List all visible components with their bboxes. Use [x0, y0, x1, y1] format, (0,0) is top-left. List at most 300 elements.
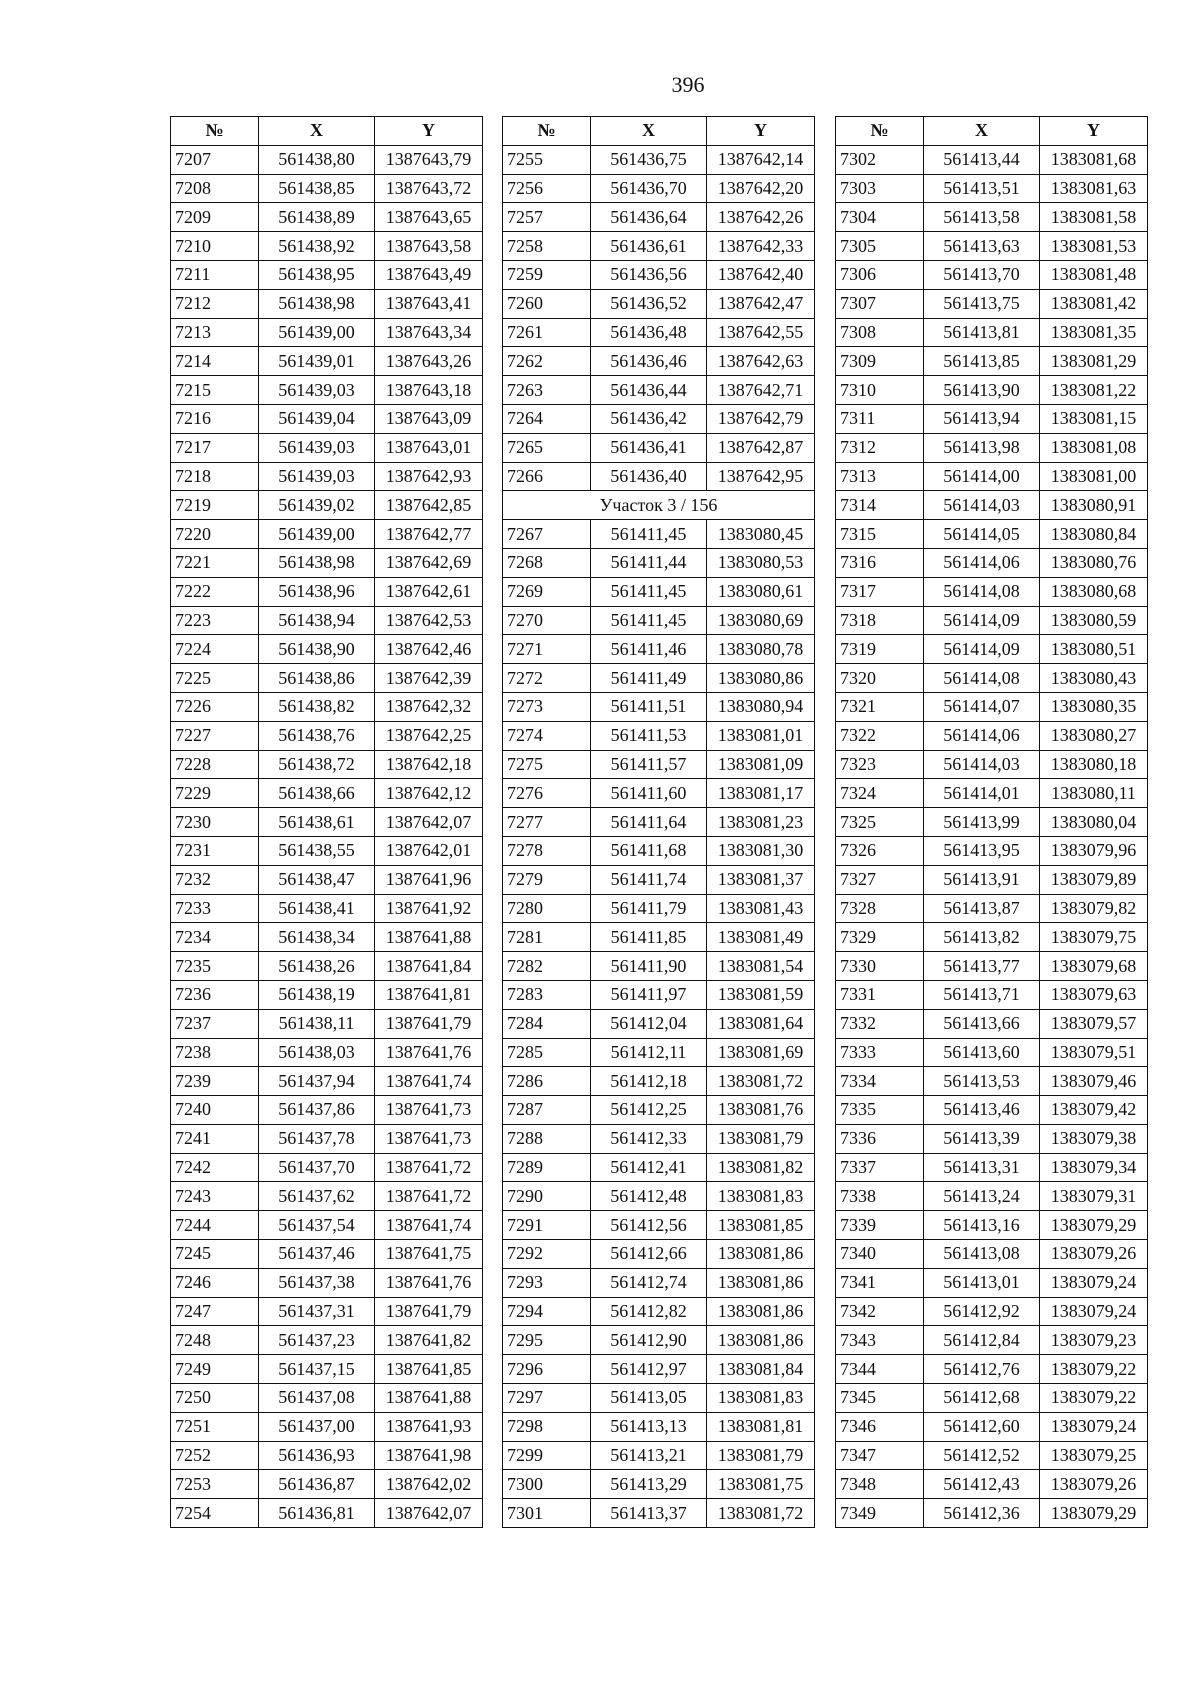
y-coordinate-cell: 1383081,53 — [1040, 232, 1148, 261]
y-coordinate-cell: 1387642,39 — [375, 664, 483, 693]
y-coordinate-cell: 1383081,72 — [707, 1499, 815, 1528]
point-number-cell: 7264 — [503, 404, 591, 433]
x-coordinate-cell: 561413,95 — [924, 836, 1040, 865]
x-coordinate-cell: 561414,08 — [924, 577, 1040, 606]
table-row — [836, 1412, 1148, 1441]
y-coordinate-cell: 1383081,37 — [707, 865, 815, 894]
x-coordinate-cell: 561412,56 — [591, 1211, 707, 1240]
y-coordinate-cell: 1383079,68 — [1040, 952, 1148, 981]
x-coordinate-cell: 561413,87 — [924, 894, 1040, 923]
table-row — [171, 1355, 483, 1384]
y-coordinate-cell: 1383081,83 — [707, 1182, 815, 1211]
point-number-cell: 7285 — [503, 1038, 591, 1067]
x-coordinate-cell: 561438,47 — [259, 865, 375, 894]
y-coordinate-cell: 1387641,84 — [375, 952, 483, 981]
point-number-cell: 7327 — [836, 865, 924, 894]
table-row — [836, 923, 1148, 952]
point-number-cell: 7280 — [503, 894, 591, 923]
x-coordinate-cell: 561413,99 — [924, 808, 1040, 837]
table-row — [836, 260, 1148, 289]
point-number-cell: 7245 — [171, 1240, 259, 1269]
point-number-cell: 7269 — [503, 577, 591, 606]
y-coordinate-cell: 1387643,09 — [375, 404, 483, 433]
x-coordinate-cell: 561413,85 — [924, 347, 1040, 376]
x-coordinate-cell: 561438,90 — [259, 635, 375, 664]
x-coordinate-cell: 561437,15 — [259, 1355, 375, 1384]
x-coordinate-cell: 561413,08 — [924, 1240, 1040, 1269]
y-coordinate-cell: 1387643,18 — [375, 376, 483, 405]
table-row — [503, 520, 815, 549]
y-coordinate-cell: 1383079,22 — [1040, 1384, 1148, 1413]
table-row — [503, 145, 815, 174]
table-row — [171, 520, 483, 549]
point-number-cell: 7262 — [503, 347, 591, 376]
x-coordinate-cell: 561436,56 — [591, 260, 707, 289]
table-row — [836, 692, 1148, 721]
point-number-cell: 7214 — [171, 347, 259, 376]
x-coordinate-cell: 561437,70 — [259, 1153, 375, 1182]
y-coordinate-cell: 1383079,51 — [1040, 1038, 1148, 1067]
x-coordinate-cell: 561438,89 — [259, 203, 375, 232]
y-coordinate-cell: 1383080,69 — [707, 606, 815, 635]
section-row — [503, 491, 815, 520]
point-number-cell: 7239 — [171, 1067, 259, 1096]
x-coordinate-cell: 561413,63 — [924, 232, 1040, 261]
y-coordinate-cell: 1387641,79 — [375, 1297, 483, 1326]
point-number-cell: 7254 — [171, 1499, 259, 1528]
column-header-y: Y — [707, 117, 815, 146]
table-row — [171, 491, 483, 520]
point-number-cell: 7297 — [503, 1384, 591, 1413]
y-coordinate-cell: 1387641,98 — [375, 1441, 483, 1470]
table-header-row — [836, 117, 1148, 146]
table-row — [171, 1096, 483, 1125]
x-coordinate-cell: 561413,39 — [924, 1124, 1040, 1153]
x-coordinate-cell: 561411,68 — [591, 836, 707, 865]
x-coordinate-cell: 561412,33 — [591, 1124, 707, 1153]
y-coordinate-cell: 1383081,01 — [707, 721, 815, 750]
x-coordinate-cell: 561414,00 — [924, 462, 1040, 491]
x-coordinate-cell: 561413,81 — [924, 318, 1040, 347]
point-number-cell: 7326 — [836, 836, 924, 865]
x-coordinate-cell: 561413,77 — [924, 952, 1040, 981]
point-number-cell: 7296 — [503, 1355, 591, 1384]
y-coordinate-cell: 1387642,69 — [375, 548, 483, 577]
point-number-cell: 7243 — [171, 1182, 259, 1211]
table-row — [503, 1384, 815, 1413]
point-number-cell: 7330 — [836, 952, 924, 981]
point-number-cell: 7337 — [836, 1153, 924, 1182]
x-coordinate-cell: 561437,31 — [259, 1297, 375, 1326]
y-coordinate-cell: 1387642,63 — [707, 347, 815, 376]
point-number-cell: 7281 — [503, 923, 591, 952]
point-number-cell: 7225 — [171, 664, 259, 693]
point-number-cell: 7339 — [836, 1211, 924, 1240]
y-coordinate-cell: 1383080,51 — [1040, 635, 1148, 664]
x-coordinate-cell: 561438,98 — [259, 289, 375, 318]
y-coordinate-cell: 1383081,35 — [1040, 318, 1148, 347]
x-coordinate-cell: 561439,00 — [259, 318, 375, 347]
table-row — [503, 692, 815, 721]
point-number-cell: 7234 — [171, 923, 259, 952]
y-coordinate-cell: 1387642,01 — [375, 836, 483, 865]
x-coordinate-cell: 561438,76 — [259, 721, 375, 750]
table-row — [836, 1384, 1148, 1413]
x-coordinate-cell: 561436,52 — [591, 289, 707, 318]
point-number-cell: 7324 — [836, 779, 924, 808]
x-coordinate-cell: 561438,95 — [259, 260, 375, 289]
point-number-cell: 7321 — [836, 692, 924, 721]
x-coordinate-cell: 561411,85 — [591, 923, 707, 952]
table-row — [171, 1384, 483, 1413]
table-row — [171, 1067, 483, 1096]
point-number-cell: 7300 — [503, 1470, 591, 1499]
point-number-cell: 7233 — [171, 894, 259, 923]
table-row — [836, 491, 1148, 520]
x-coordinate-cell: 561413,98 — [924, 433, 1040, 462]
x-coordinate-cell: 561413,82 — [924, 923, 1040, 952]
x-coordinate-cell: 561413,53 — [924, 1067, 1040, 1096]
column-header-x: X — [924, 117, 1040, 146]
point-number-cell: 7338 — [836, 1182, 924, 1211]
y-coordinate-cell: 1383079,26 — [1040, 1470, 1148, 1499]
x-coordinate-cell: 561413,90 — [924, 376, 1040, 405]
table-row — [836, 318, 1148, 347]
x-coordinate-cell: 561436,75 — [591, 145, 707, 174]
x-coordinate-cell: 561436,46 — [591, 347, 707, 376]
table-row — [171, 1038, 483, 1067]
x-coordinate-cell: 561411,74 — [591, 865, 707, 894]
table-row — [503, 462, 815, 491]
y-coordinate-cell: 1383079,57 — [1040, 1009, 1148, 1038]
y-coordinate-cell: 1383081,63 — [1040, 174, 1148, 203]
point-number-cell: 7287 — [503, 1096, 591, 1125]
x-coordinate-cell: 561414,01 — [924, 779, 1040, 808]
x-coordinate-cell: 561437,46 — [259, 1240, 375, 1269]
column-header-number: № — [836, 117, 924, 146]
y-coordinate-cell: 1383081,15 — [1040, 404, 1148, 433]
y-coordinate-cell: 1387641,72 — [375, 1182, 483, 1211]
y-coordinate-cell: 1387642,55 — [707, 318, 815, 347]
x-coordinate-cell: 561438,82 — [259, 692, 375, 721]
y-coordinate-cell: 1383080,45 — [707, 520, 815, 549]
point-number-cell: 7329 — [836, 923, 924, 952]
column-header-y: Y — [1040, 117, 1148, 146]
table-row — [171, 779, 483, 808]
y-coordinate-cell: 1387642,53 — [375, 606, 483, 635]
x-coordinate-cell: 561436,81 — [259, 1499, 375, 1528]
y-coordinate-cell: 1387642,95 — [707, 462, 815, 491]
x-coordinate-cell: 561412,66 — [591, 1240, 707, 1269]
y-coordinate-cell: 1383079,24 — [1040, 1268, 1148, 1297]
table-row — [503, 923, 815, 952]
y-coordinate-cell: 1383081,08 — [1040, 433, 1148, 462]
table-row — [836, 1124, 1148, 1153]
x-coordinate-cell: 561411,53 — [591, 721, 707, 750]
y-coordinate-cell: 1383081,86 — [707, 1326, 815, 1355]
x-coordinate-cell: 561436,70 — [591, 174, 707, 203]
table-row — [836, 750, 1148, 779]
point-number-cell: 7263 — [503, 376, 591, 405]
x-coordinate-cell: 561414,06 — [924, 721, 1040, 750]
point-number-cell: 7272 — [503, 664, 591, 693]
table-row — [503, 1268, 815, 1297]
table-row — [836, 433, 1148, 462]
table-row — [836, 548, 1148, 577]
table-row — [836, 174, 1148, 203]
table-row — [171, 952, 483, 981]
x-coordinate-cell: 561438,26 — [259, 952, 375, 981]
table-row — [503, 952, 815, 981]
point-number-cell: 7207 — [171, 145, 259, 174]
x-coordinate-cell: 561412,52 — [924, 1441, 1040, 1470]
point-number-cell: 7236 — [171, 980, 259, 1009]
y-coordinate-cell: 1383079,26 — [1040, 1240, 1148, 1269]
table-row — [171, 1297, 483, 1326]
table-row — [503, 865, 815, 894]
table-row — [171, 980, 483, 1009]
table-row — [836, 1038, 1148, 1067]
y-coordinate-cell: 1387641,81 — [375, 980, 483, 1009]
table-row — [836, 952, 1148, 981]
point-number-cell: 7294 — [503, 1297, 591, 1326]
table-row — [836, 894, 1148, 923]
table-row — [836, 1326, 1148, 1355]
y-coordinate-cell: 1387642,26 — [707, 203, 815, 232]
table-row — [503, 1412, 815, 1441]
point-number-cell: 7247 — [171, 1297, 259, 1326]
table-row — [836, 1240, 1148, 1269]
point-number-cell: 7312 — [836, 433, 924, 462]
x-coordinate-cell: 561411,60 — [591, 779, 707, 808]
table-row — [836, 1470, 1148, 1499]
table-row — [836, 836, 1148, 865]
point-number-cell: 7217 — [171, 433, 259, 462]
y-coordinate-cell: 1383081,23 — [707, 808, 815, 837]
x-coordinate-cell: 561438,66 — [259, 779, 375, 808]
table-row — [171, 1470, 483, 1499]
x-coordinate-cell: 561413,71 — [924, 980, 1040, 1009]
point-number-cell: 7335 — [836, 1096, 924, 1125]
x-coordinate-cell: 561438,85 — [259, 174, 375, 203]
point-number-cell: 7246 — [171, 1268, 259, 1297]
table-row — [503, 260, 815, 289]
point-number-cell: 7238 — [171, 1038, 259, 1067]
x-coordinate-cell: 561413,21 — [591, 1441, 707, 1470]
x-coordinate-cell: 561412,82 — [591, 1297, 707, 1326]
y-coordinate-cell: 1387642,20 — [707, 174, 815, 203]
y-coordinate-cell: 1383080,43 — [1040, 664, 1148, 693]
x-coordinate-cell: 561413,31 — [924, 1153, 1040, 1182]
x-coordinate-cell: 561438,03 — [259, 1038, 375, 1067]
table-row — [171, 1499, 483, 1528]
x-coordinate-cell: 561437,08 — [259, 1384, 375, 1413]
point-number-cell: 7313 — [836, 462, 924, 491]
point-number-cell: 7306 — [836, 260, 924, 289]
y-coordinate-cell: 1387642,18 — [375, 750, 483, 779]
x-coordinate-cell: 561414,03 — [924, 491, 1040, 520]
x-coordinate-cell: 561411,45 — [591, 577, 707, 606]
y-coordinate-cell: 1383080,84 — [1040, 520, 1148, 549]
x-coordinate-cell: 561413,29 — [591, 1470, 707, 1499]
y-coordinate-cell: 1387642,12 — [375, 779, 483, 808]
x-coordinate-cell: 561438,96 — [259, 577, 375, 606]
x-coordinate-cell: 561411,44 — [591, 548, 707, 577]
table-row — [503, 232, 815, 261]
table-row — [836, 980, 1148, 1009]
y-coordinate-cell: 1383079,22 — [1040, 1355, 1148, 1384]
y-coordinate-cell: 1387643,58 — [375, 232, 483, 261]
x-coordinate-cell: 561411,45 — [591, 520, 707, 549]
x-coordinate-cell: 561412,43 — [924, 1470, 1040, 1499]
y-coordinate-cell: 1383081,09 — [707, 750, 815, 779]
y-coordinate-cell: 1387641,74 — [375, 1211, 483, 1240]
point-number-cell: 7346 — [836, 1412, 924, 1441]
table-row — [503, 174, 815, 203]
table-row — [171, 289, 483, 318]
x-coordinate-cell: 561414,05 — [924, 520, 1040, 549]
x-coordinate-cell: 561413,58 — [924, 203, 1040, 232]
x-coordinate-cell: 561438,94 — [259, 606, 375, 635]
x-coordinate-cell: 561413,01 — [924, 1268, 1040, 1297]
table-row — [503, 894, 815, 923]
table-row — [171, 606, 483, 635]
point-number-cell: 7215 — [171, 376, 259, 405]
x-coordinate-cell: 561412,25 — [591, 1096, 707, 1125]
table-row — [836, 462, 1148, 491]
x-coordinate-cell: 561414,08 — [924, 664, 1040, 693]
point-number-cell: 7303 — [836, 174, 924, 203]
y-coordinate-cell: 1383081,49 — [707, 923, 815, 952]
y-coordinate-cell: 1383081,84 — [707, 1355, 815, 1384]
y-coordinate-cell: 1383081,76 — [707, 1096, 815, 1125]
table-row — [836, 376, 1148, 405]
x-coordinate-cell: 561414,06 — [924, 548, 1040, 577]
y-coordinate-cell: 1383079,82 — [1040, 894, 1148, 923]
point-number-cell: 7240 — [171, 1096, 259, 1125]
x-coordinate-cell: 561412,84 — [924, 1326, 1040, 1355]
table-row — [503, 433, 815, 462]
y-coordinate-cell: 1387642,32 — [375, 692, 483, 721]
point-number-cell: 7237 — [171, 1009, 259, 1038]
x-coordinate-cell: 561439,03 — [259, 433, 375, 462]
y-coordinate-cell: 1383080,91 — [1040, 491, 1148, 520]
table-row — [836, 721, 1148, 750]
y-coordinate-cell: 1387641,79 — [375, 1009, 483, 1038]
point-number-cell: 7248 — [171, 1326, 259, 1355]
y-coordinate-cell: 1387641,88 — [375, 1384, 483, 1413]
point-number-cell: 7331 — [836, 980, 924, 1009]
x-coordinate-cell: 561413,75 — [924, 289, 1040, 318]
point-number-cell: 7345 — [836, 1384, 924, 1413]
point-number-cell: 7308 — [836, 318, 924, 347]
y-coordinate-cell: 1387642,79 — [707, 404, 815, 433]
x-coordinate-cell: 561411,97 — [591, 980, 707, 1009]
point-number-cell: 7251 — [171, 1412, 259, 1441]
point-number-cell: 7267 — [503, 520, 591, 549]
point-number-cell: 7270 — [503, 606, 591, 635]
x-coordinate-cell: 561436,44 — [591, 376, 707, 405]
point-number-cell: 7309 — [836, 347, 924, 376]
point-number-cell: 7305 — [836, 232, 924, 261]
y-coordinate-cell: 1387642,25 — [375, 721, 483, 750]
y-coordinate-cell: 1383081,86 — [707, 1240, 815, 1269]
x-coordinate-cell: 561437,38 — [259, 1268, 375, 1297]
point-number-cell: 7316 — [836, 548, 924, 577]
table-row — [836, 606, 1148, 635]
x-coordinate-cell: 561411,46 — [591, 635, 707, 664]
y-coordinate-cell: 1387643,41 — [375, 289, 483, 318]
x-coordinate-cell: 561412,60 — [924, 1412, 1040, 1441]
table-row — [171, 1326, 483, 1355]
x-coordinate-cell: 561412,36 — [924, 1499, 1040, 1528]
x-coordinate-cell: 561436,42 — [591, 404, 707, 433]
y-coordinate-cell: 1383081,79 — [707, 1441, 815, 1470]
point-number-cell: 7219 — [171, 491, 259, 520]
y-coordinate-cell: 1383081,58 — [1040, 203, 1148, 232]
point-number-cell: 7241 — [171, 1124, 259, 1153]
table-row — [171, 260, 483, 289]
x-coordinate-cell: 561438,55 — [259, 836, 375, 865]
table-row — [836, 1499, 1148, 1528]
table-row — [503, 1153, 815, 1182]
point-number-cell: 7295 — [503, 1326, 591, 1355]
x-coordinate-cell: 561414,07 — [924, 692, 1040, 721]
y-coordinate-cell: 1383080,18 — [1040, 750, 1148, 779]
x-coordinate-cell: 561411,57 — [591, 750, 707, 779]
table-row — [836, 1096, 1148, 1125]
x-coordinate-cell: 561411,90 — [591, 952, 707, 981]
table-row — [503, 318, 815, 347]
y-coordinate-cell: 1387643,01 — [375, 433, 483, 462]
table-row — [171, 347, 483, 376]
table-row — [171, 232, 483, 261]
x-coordinate-cell: 561413,94 — [924, 404, 1040, 433]
y-coordinate-cell: 1383081,83 — [707, 1384, 815, 1413]
point-number-cell: 7315 — [836, 520, 924, 549]
table-row — [503, 606, 815, 635]
table-row — [171, 1211, 483, 1240]
x-coordinate-cell: 561414,09 — [924, 635, 1040, 664]
x-coordinate-cell: 561438,86 — [259, 664, 375, 693]
point-number-cell: 7341 — [836, 1268, 924, 1297]
table-row — [171, 692, 483, 721]
y-coordinate-cell: 1383081,72 — [707, 1067, 815, 1096]
table-row — [503, 1240, 815, 1269]
table-header-row — [171, 117, 483, 146]
x-coordinate-cell: 561439,00 — [259, 520, 375, 549]
y-coordinate-cell: 1383081,48 — [1040, 260, 1148, 289]
x-coordinate-cell: 561413,91 — [924, 865, 1040, 894]
x-coordinate-cell: 561412,90 — [591, 1326, 707, 1355]
point-number-cell: 7253 — [171, 1470, 259, 1499]
table-row — [171, 1124, 483, 1153]
y-coordinate-cell: 1383079,31 — [1040, 1182, 1148, 1211]
table-row — [836, 1182, 1148, 1211]
table-row — [503, 548, 815, 577]
y-coordinate-cell: 1383080,94 — [707, 692, 815, 721]
column-header-x: X — [591, 117, 707, 146]
x-coordinate-cell: 561437,86 — [259, 1096, 375, 1125]
column-header-y: Y — [375, 117, 483, 146]
point-number-cell: 7259 — [503, 260, 591, 289]
x-coordinate-cell: 561436,48 — [591, 318, 707, 347]
x-coordinate-cell: 561438,98 — [259, 548, 375, 577]
point-number-cell: 7266 — [503, 462, 591, 491]
column-header-number: № — [503, 117, 591, 146]
point-number-cell: 7292 — [503, 1240, 591, 1269]
table-row — [503, 1211, 815, 1240]
